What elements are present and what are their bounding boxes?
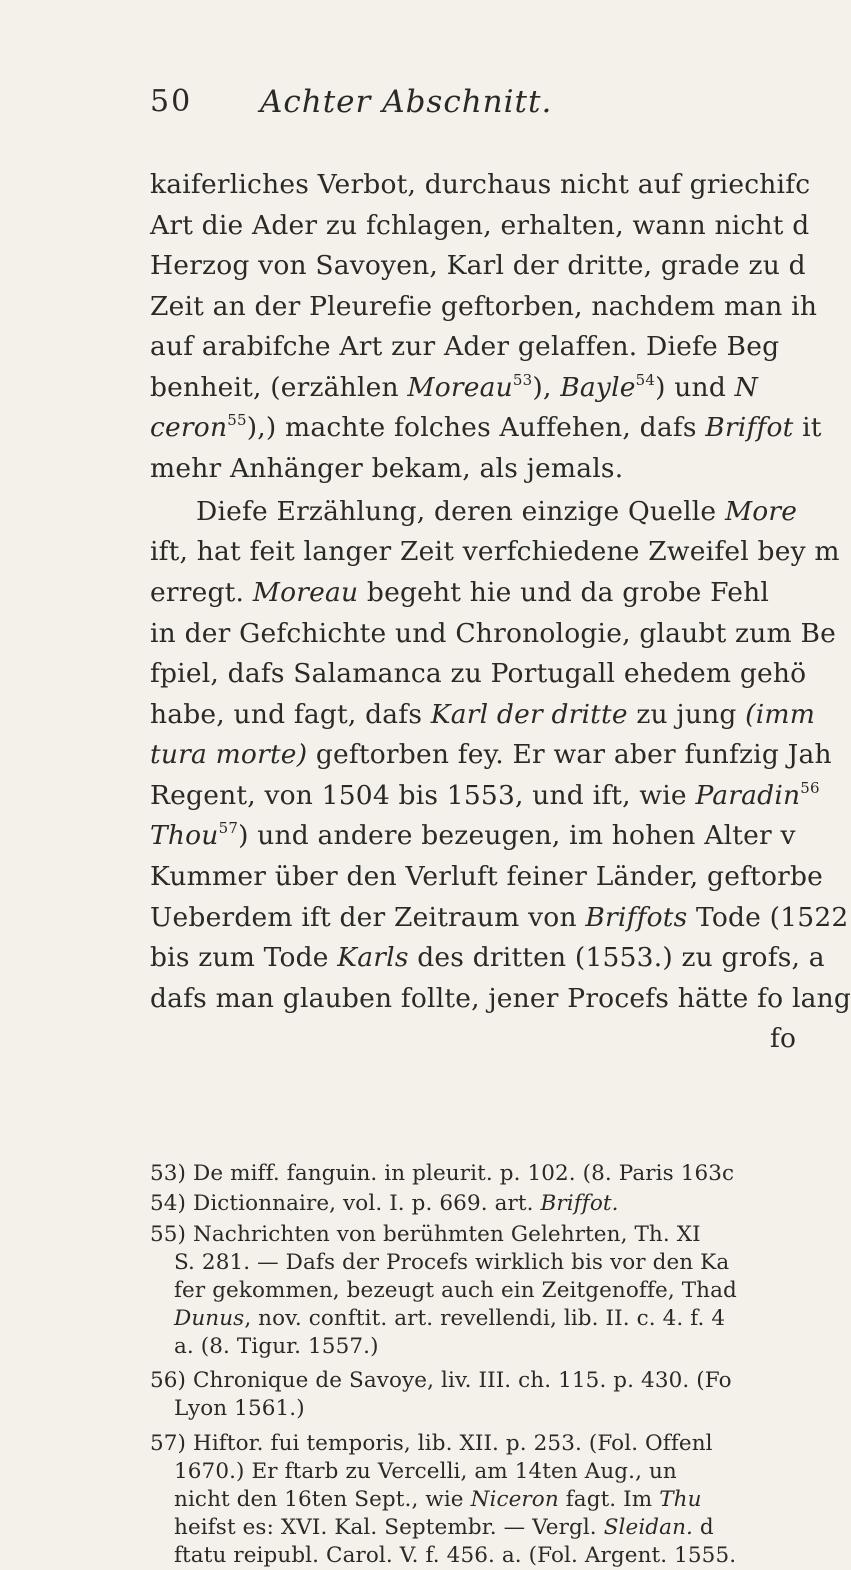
text-line-16: Regent, von 1504 bis 1553, und ift, wie Paradin$^{56}$ <box>150 779 820 811</box>
text-line-4: Zeit an der Pleurefie geftorben, nachdem man ih <box>150 291 818 322</box>
text-line-14: habe, und fagt, dafs Karl der dritte zu jung (imm <box>150 699 816 730</box>
running-head <box>150 84 800 134</box>
text-line-18: Kummer über den Verluft feiner Länder, geftorbe <box>150 861 824 892</box>
footnote-53: 53) De miff. fanguin. in pleurit. p. 102. (8. Paris 163c <box>150 1161 735 1186</box>
page-number: 50 <box>150 84 193 119</box>
footnote-56: 56) Chronique de Savoye, liv. III. ch. 115. p. 430. (Fo <box>150 1368 732 1393</box>
footnote-55-line-2: S. 281. — Dafs der Procefs wirklich bis vor den Ka <box>174 1250 730 1275</box>
footnote-57-line-2: 1670.) Er ftarb zu Vercelli, am 14ten Aug., un <box>174 1459 677 1484</box>
name-bayle: Bayle <box>560 372 636 403</box>
text-line-1: kaiferliches Verbot, durchaus nicht auf griechifc <box>150 169 811 200</box>
catchword: fo <box>770 1023 797 1054</box>
text-line-12: in der Gefchichte und Chronologie, glaubt zum Be <box>150 618 836 649</box>
footnote-ref-54: 54 <box>635 371 656 389</box>
section-title: Achter Abschnitt. <box>260 84 553 120</box>
name-niceron: ceron <box>150 412 228 443</box>
text-line-6: benheit, (erzählen Moreau$^{53}$), Bayle$^{54}$) und N <box>150 371 758 403</box>
footnote-55-line-3: fer gekommen, bezeugt auch ein Zeitgenoffe, Thad <box>174 1278 737 1303</box>
footnote-56-line-2: Lyon 1561.) <box>174 1396 305 1421</box>
text-line-10: ift, hat feit langer Zeit verfchiedene Zweifel bey m <box>150 536 840 567</box>
text-line-9: Diefe Erzählung, deren einzige Quelle More <box>196 496 798 527</box>
name-briffot: Briffot <box>705 412 794 443</box>
text-line-15: tura morte) geftorben fey. Er war aber funfzig Jah <box>150 739 832 770</box>
text-line-17: Thou$^{57}$) und andere bezeugen, im hohen Alter v <box>150 819 796 851</box>
name-paradin: Paradin <box>695 780 801 811</box>
footnote-ref-55: 55 <box>227 411 247 429</box>
text-line-11: erregt. Moreau begeht hie und da grobe Fehl <box>150 577 770 608</box>
text-line-3: Herzog von Savoyen, Karl der dritte, grade zu d <box>150 250 806 281</box>
footnote-54: 54) Dictionnaire, vol. I. p. 669. art. Briffot. <box>150 1191 619 1216</box>
footnote-57: 57) Hiftor. fui temporis, lib. XII. p. 253. (Fol. Offenl <box>150 1431 713 1456</box>
name-thou: Thou <box>150 820 219 851</box>
footnote-55: 55) Nachrichten von berühmten Gelehrten, Th. XI <box>150 1222 701 1247</box>
text-line-2: Art die Ader zu fchlagen, erhalten, wann nicht d <box>150 210 810 241</box>
footnote-55-line-4: Dunus, nov. conftit. art. revellendi, lib. II. c. 4. f. 4 <box>174 1306 726 1331</box>
text-line-13: fpiel, dafs Salamanca zu Portugall ehedem gehö <box>150 658 807 689</box>
footnote-ref-53: 53 <box>512 371 533 389</box>
footnote-55-line-5: a. (8. Tigur. 1557.) <box>174 1334 379 1359</box>
footnote-57-line-4: heifst es: XVI. Kal. Septembr. — Vergl. Sleidan. d <box>174 1515 714 1540</box>
footnote-ref-57: 57 <box>218 819 239 837</box>
name-moreau: Moreau <box>407 372 513 403</box>
text-line-5: auf arabifche Art zur Ader gelaffen. Diefe Beg <box>150 331 780 362</box>
footnote-57-line-3: nicht den 16ten Sept., wie Niceron fagt. Im Thu <box>174 1487 702 1512</box>
text-line-19: Ueberdem ift der Zeitraum von Briffots Tode (1522 <box>150 902 849 933</box>
text-line-21: dafs man glauben follte, jener Procefs hätte fo lang <box>150 983 851 1014</box>
footnote-ref-56: 56 <box>800 779 820 797</box>
text-line-20: bis zum Tode Karls des dritten (1553.) zu grofs, a <box>150 942 825 973</box>
text-line-8: mehr Anhänger bekam, als jemals. <box>150 453 624 484</box>
text-line-7: ceron$^{55}$),) machte folches Auffehen, dafs Briffot it <box>150 411 822 443</box>
footnote-57-line-5: ftatu reipubl. Carol. V. f. 456. a. (Fol. Argent. 1555. <box>174 1543 737 1568</box>
